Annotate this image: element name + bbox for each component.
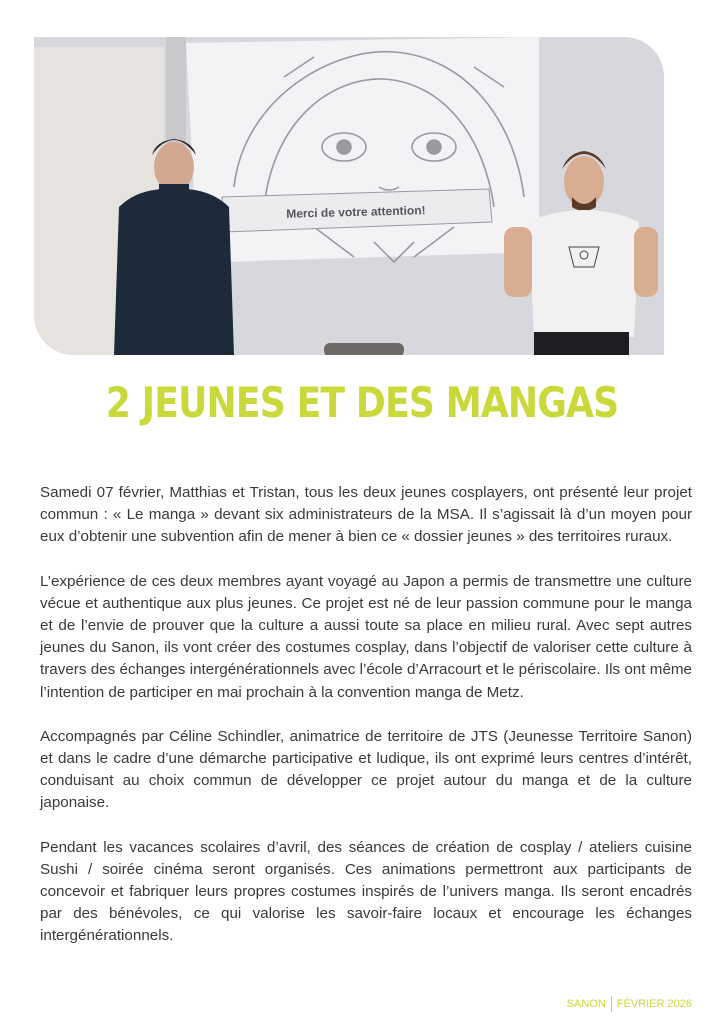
paragraph-2: L’expérience de ces deux membres ayant voyagé au Japon a permis de transmettre une culture vécue et authentique aux plus jeunes. Ce projet est né de leur passion commune pour le manga et de l’envie de prouver que la culture a aussi toute sa place en milieu rural. Avec sept autres jeunes du Sanon, ils vont créer des costumes cosplay, dans l’objectif de valoriser cette culture à travers des échanges intergénérationnels avec l’école d’Arracourt et le périscolaire. Ils ont même l’intention de participer en mai prochain à la convention manga de Metz. — [40, 572, 692, 701]
paragraph-1: Samedi 07 février, Matthias et Tristan, tous les deux jeunes cosplayers, ont présenté leur projet commun : « Le manga » devant six administrateurs de la MSA. Il s’agissait là d’un moyen pour eux d’obtenir une subvention afin de mener à bien ce « dossier jeunes » des territoires ruraux. — [40, 484, 692, 546]
article-title: 2 JEUNES ET DES MANGAS — [105, 378, 619, 427]
footer-publication: SANON — [566, 998, 606, 1010]
footer-issue: FÉVRIER 2026 — [616, 998, 692, 1010]
photo-illustration — [34, 37, 664, 355]
page-footer — [567, 996, 692, 1012]
paragraph-3: Accompagnés par Céline Schindler, animatrice de territoire de JTS (Jeunesse Territoire Sanon) et dans le cadre d’une démarche participative et ludique, ils ont exprimé leurs centres d’intérêt, conduisant au choix commun de développer ce projet autour du manga et de la culture japonaise. — [40, 727, 692, 812]
footer-divider — [611, 996, 612, 1012]
slide-caption: Merci de votre attention! — [286, 203, 426, 221]
article-photo — [34, 37, 664, 355]
article-body — [40, 482, 692, 970]
paragraph-4: Pendant les vacances scolaires d’avril, des séances de création de cosplay / ateliers cuisine Sushi / soirée cinéma seront organisés. Ces animations permettront aux participants de concevoir et fabriquer leurs propres costumes inspirés de l’univers manga. Ils seront encadrés par des bénévoles, ce qui valorise les savoir-faire locaux et encourage les échanges intergénérationnels. — [40, 838, 692, 945]
